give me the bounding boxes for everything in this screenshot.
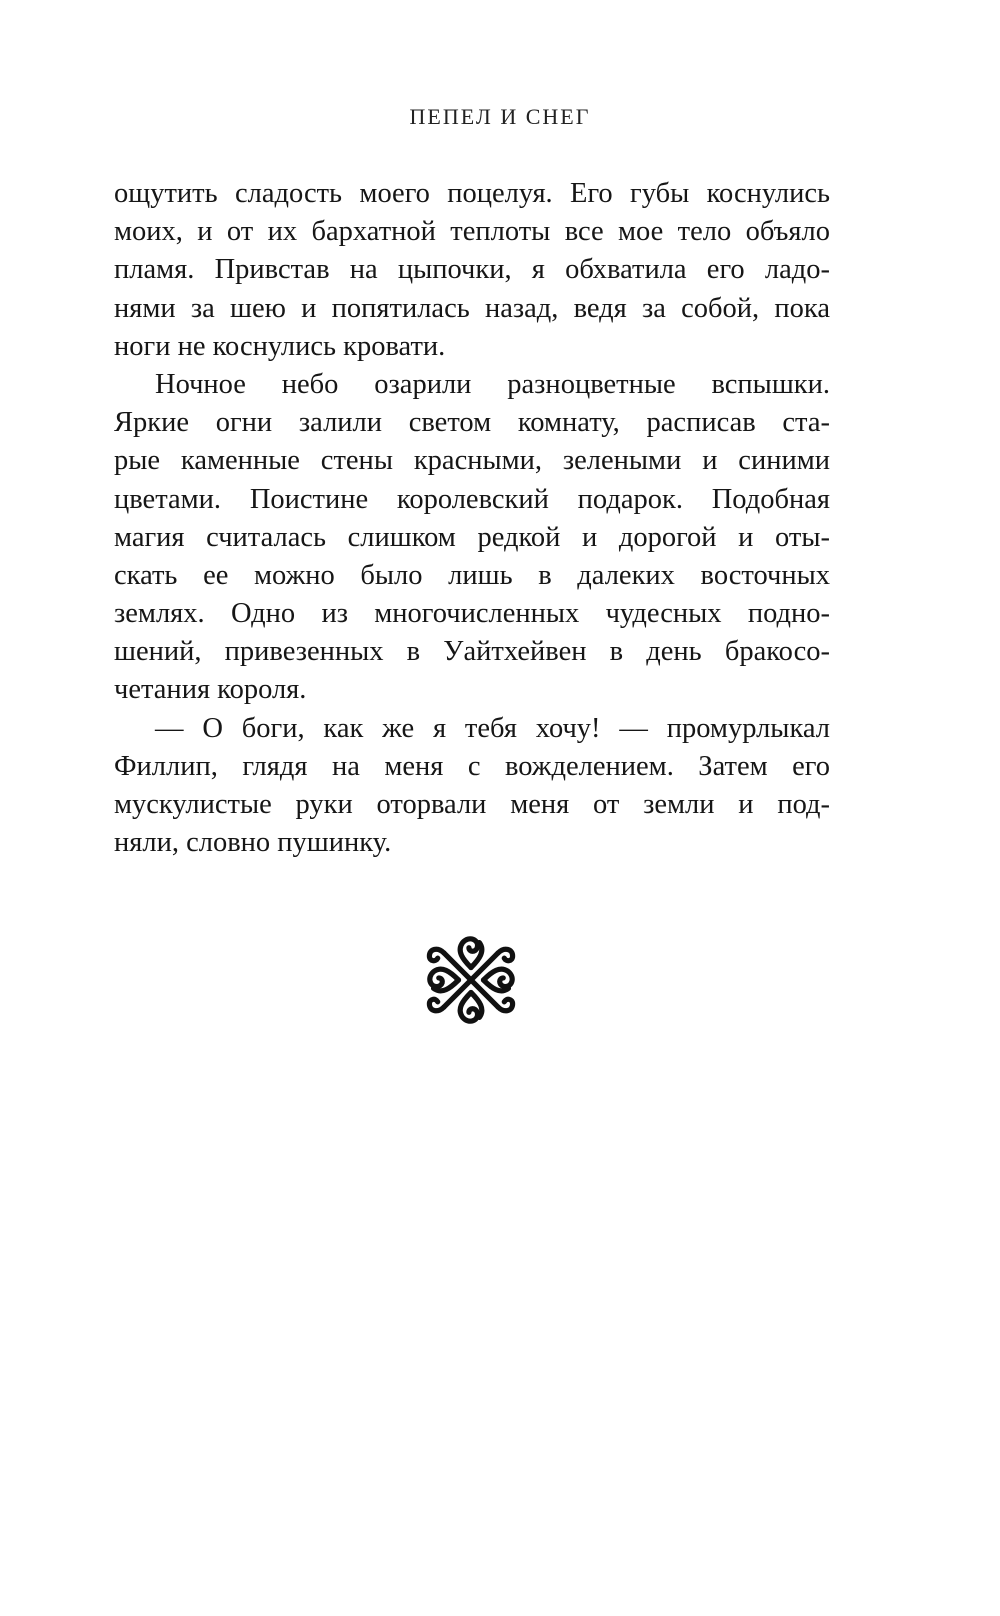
text-line: шений, привезенных в Уайтхейвен в день бракосо- — [114, 636, 830, 668]
paragraph-first-line: — О боги, как же я тебя хочу! — промурлыкал — [155, 712, 830, 744]
text-line: цветами. Поистине королевский подарок. Подобная — [114, 483, 830, 515]
text-line: четания короля. — [114, 674, 307, 706]
text-line: няли, словно пушинку. — [114, 827, 392, 859]
text-line: Филлип, глядя на меня с вожделением. Затем его — [114, 750, 830, 782]
text-line: землях. Одно из многочисленных чудесных подно- — [114, 598, 830, 630]
text-line: мускулистые руки оторвали меня от земли и под- — [114, 789, 830, 820]
text-line: скать ее можно было лишь в далеких восточных — [114, 559, 830, 591]
running-header-title: ПЕПЕЛ И СНЕГ — [409, 104, 591, 129]
scroll-knot-ornament-icon — [419, 928, 523, 1032]
text-line: ощутить сладость моего поцелуя. Его губы коснулись — [114, 178, 830, 209]
text-line: моих, и от их бархатной теплоты все мое тело объяло — [114, 216, 830, 248]
text-line: Яркие огни залили светом комнату, расписав ста- — [114, 407, 830, 439]
text-line: пламя. Привстав на цыпочки, я обхватила его ладо- — [114, 254, 830, 286]
paragraph-first-line: Ночное небо озарили разноцветные вспышки. — [155, 368, 830, 400]
text-line: ноги не коснулись кровати. — [114, 330, 446, 362]
text-line: рые каменные стены красными, зелеными и синими — [114, 445, 830, 477]
text-line: магия считалась слишком редкой и дорогой и оты- — [114, 521, 830, 553]
body-text — [114, 175, 830, 862]
text-line: нями за шею и попятилась назад, ведя за собой, пока — [114, 292, 830, 324]
